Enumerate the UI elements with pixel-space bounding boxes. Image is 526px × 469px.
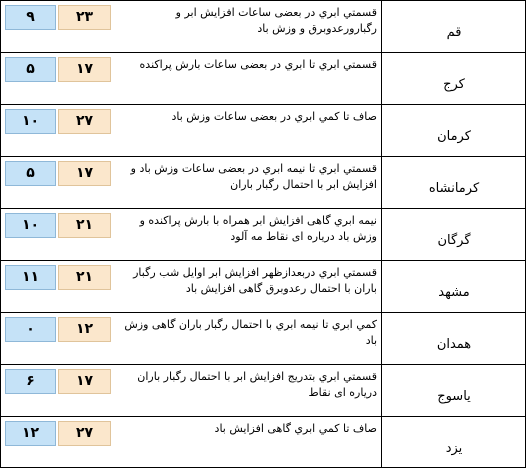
city-name	[383, 313, 525, 365]
city-label: کرج	[443, 77, 465, 92]
table-row	[1, 53, 525, 105]
min-temp: ۵	[5, 161, 56, 186]
city-label: یزد	[445, 441, 463, 456]
min-temp: ۶	[5, 369, 56, 394]
table-row	[1, 417, 525, 469]
forecast-description: قسمتي ابري در بعضی ساعات افزايش ابر و رگبارورعدوبرق و وزش باد	[175, 6, 377, 35]
column-divider	[381, 1, 382, 467]
forecast-description: قسمتي ابري تا نيمه ابري در بعضی ساعات وزش باد و افزايش ابر با احتمال رگبار باران	[130, 162, 377, 191]
forecast-description: صاف تا كمي ابري گاهی افزايش باد	[214, 422, 377, 435]
max-temp: ۲۱	[58, 213, 111, 238]
city-name	[383, 209, 525, 261]
forecast-description: قسمتي ابري دربعدازظهر افزايش ابر اوايل شب رگبار باران با احتمال رعدوبرق گاهی افزايش باد	[133, 266, 377, 295]
max-temp: ۱۲	[58, 317, 111, 342]
max-temp: ۲۷	[58, 421, 111, 446]
table-row	[1, 313, 525, 365]
table-row	[1, 209, 525, 261]
city-name	[383, 157, 525, 209]
min-temp: ۱۰	[5, 213, 56, 238]
city-label: قم	[446, 25, 462, 40]
city-label: مشهد	[438, 285, 470, 300]
max-temp: ۱۷	[58, 161, 111, 186]
city-name	[383, 365, 525, 417]
min-temp: ۱۲	[5, 421, 56, 446]
max-temp: ۲۱	[58, 265, 111, 290]
forecast-description: صاف تا كمي ابري در بعضی ساعات وزش باد	[171, 110, 377, 123]
max-temp: ۱۷	[58, 369, 111, 394]
table-row	[1, 261, 525, 313]
city-label: همدان	[436, 337, 472, 352]
forecast-description: قسمتي ابري تا ابري در بعضی ساعات بارش پراكنده	[139, 58, 377, 71]
min-temp: ۱۰	[5, 109, 56, 134]
max-temp: ۱۷	[58, 57, 111, 82]
city-label: یاسوج	[437, 389, 471, 404]
table-row	[1, 105, 525, 157]
min-temp: ۹	[5, 5, 56, 30]
min-temp: ۰	[5, 317, 56, 342]
table-row	[1, 1, 525, 53]
city-name	[383, 261, 525, 313]
min-temp: ۱۱	[5, 265, 56, 290]
min-temp: ۵	[5, 57, 56, 82]
city-name	[383, 417, 525, 469]
city-label: کرمانشاه	[428, 181, 480, 196]
forecast-description: نيمه ابري گاهی افزايش ابر همراه با بارش پراکنده و وزش باد درياره ای نقاط مه آلود	[139, 214, 377, 243]
max-temp: ۲۳	[58, 5, 111, 30]
table-row	[1, 365, 525, 417]
forecast-description: قسمتي ابري بتدريج افزايش ابر با احتمال رگبار باران درياره ای نقاط	[137, 370, 377, 399]
table-row	[1, 157, 525, 209]
city-label: گرگان	[437, 233, 471, 248]
city-name	[383, 105, 525, 157]
city-name	[383, 53, 525, 105]
city-name	[383, 1, 525, 53]
max-temp: ۲۷	[58, 109, 111, 134]
city-label: کرمان	[437, 129, 471, 144]
forecast-description: كمي ابري تا نيمه ابري با احتمال رگبار باران گاهی وزش باد	[124, 318, 377, 347]
